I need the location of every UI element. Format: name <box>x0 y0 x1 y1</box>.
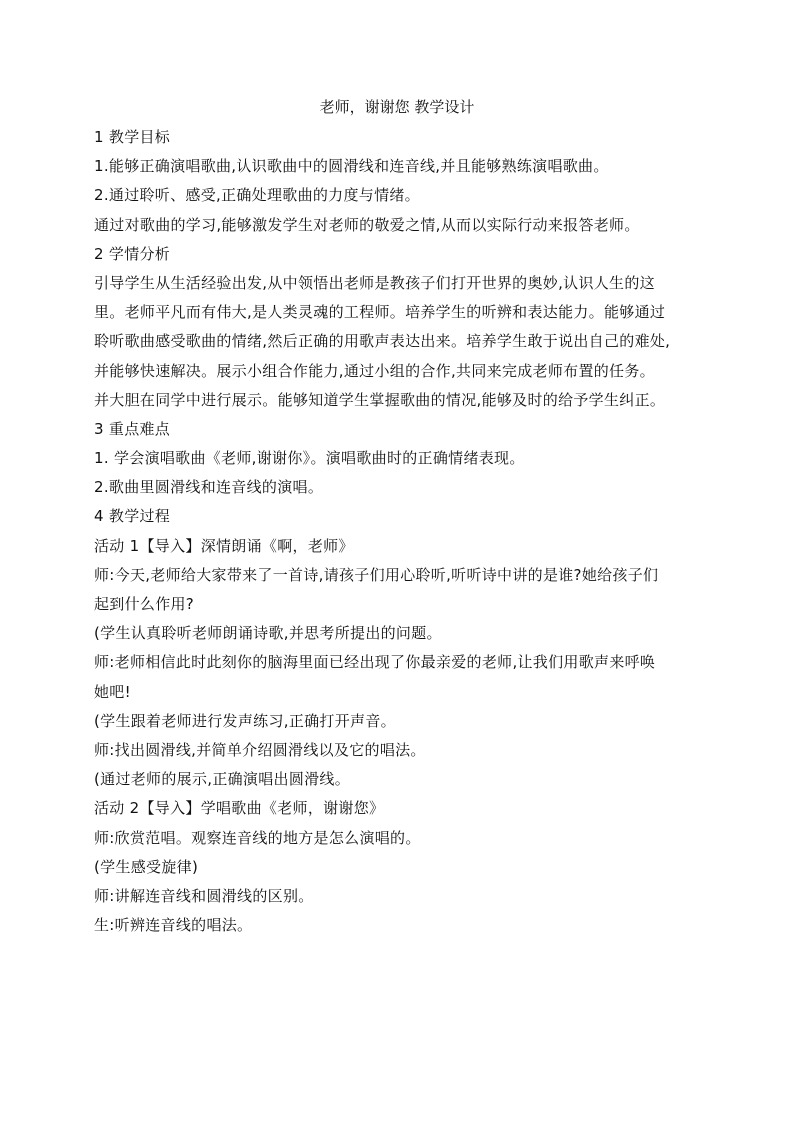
paragraph-line: 聆听歌曲感受歌曲的情绪,然后正确的用歌声表达出来。培养学生敢于说出自己的难处, <box>94 332 671 351</box>
paragraph-line: 1. 学会演唱歌曲《老师,谢谢你》。演唱歌曲时的正确情绪表现。 <box>94 449 525 468</box>
paragraph-line: 生:听辨连音线的唱法。 <box>94 916 253 935</box>
paragraph-line: 并大胆在同学中进行展示。能够知道学生掌握歌曲的情况,能够及时的给予学生纠正。 <box>94 390 666 409</box>
section-heading-analysis: 2 学情分析 <box>94 244 171 263</box>
activity-heading: 活动 1【导入】深情朗诵《啊，老师》 <box>94 536 354 555</box>
paragraph-line: (学生跟着老师进行发声练习,正确打开声音。 <box>94 711 396 730</box>
paragraph-line: 通过对歌曲的学习,能够激发学生对老师的敬爱之情,从而以实际行动来报答老师。 <box>94 215 640 234</box>
paragraph-line: 引导学生从生活经验出发,从中领悟出老师是教孩子们打开世界的奥妙,认识人生的这 <box>94 273 655 292</box>
document-title: 老师，谢谢您 教学设计 <box>319 98 475 116</box>
paragraph-line: 师:欣赏范唱。观察连音线的地方是怎么演唱的。 <box>94 828 421 847</box>
paragraph-line: (通过老师的展示,正确演唱出圆滑线。 <box>94 770 351 789</box>
paragraph-line: 师:今天,老师给大家带来了一首诗,请孩子们用心聆听,听听诗中讲的是谁?她给孩子们 <box>94 565 659 584</box>
paragraph-line: (学生认真聆听老师朗诵诗歌,并思考所提出的问题。 <box>94 624 442 643</box>
section-heading-key-points: 3 重点难点 <box>94 419 171 438</box>
section-heading-objectives: 1 教学目标 <box>94 128 171 146</box>
paragraph-line: 起到什么作用? <box>94 595 195 613</box>
paragraph-line: 并能够快速解决。展示小组合作能力,通过小组的合作,共同来完成老师布置的任务。 <box>94 361 655 380</box>
paragraph-line: 师:找出圆滑线,并简单介绍圆滑线以及它的唱法。 <box>94 740 426 759</box>
paragraph-line: 师:老师相信此时此刻你的脑海里面已经出现了你最亲爱的老师,让我们用歌声来呼唤 <box>94 653 656 672</box>
paragraph-line: 里。老师平凡而有伟大,是人类灵魂的工程师。培养学生的听辨和表达能力。能够通过 <box>94 303 666 322</box>
section-heading-process: 4 教学过程 <box>94 507 171 526</box>
paragraph-line: 2.歌曲里圆滑线和连音线的演唱。 <box>94 478 324 497</box>
paragraph-line: 师:讲解连音线和圆滑线的区别。 <box>94 886 314 905</box>
paragraph-line: (学生感受旋律) <box>94 857 199 876</box>
activity-heading: 活动 2【导入】学唱歌曲《老师，谢谢您》 <box>94 799 385 818</box>
paragraph-line: 2.通过聆听、感受,正确处理歌曲的力度与情绪。 <box>94 186 420 205</box>
paragraph-line: 1.能够正确演唱歌曲,认识歌曲中的圆滑线和连音线,并且能够熟练演唱歌曲。 <box>94 157 609 176</box>
paragraph-line: 她吧! <box>94 682 131 701</box>
document-body <box>94 126 694 943</box>
